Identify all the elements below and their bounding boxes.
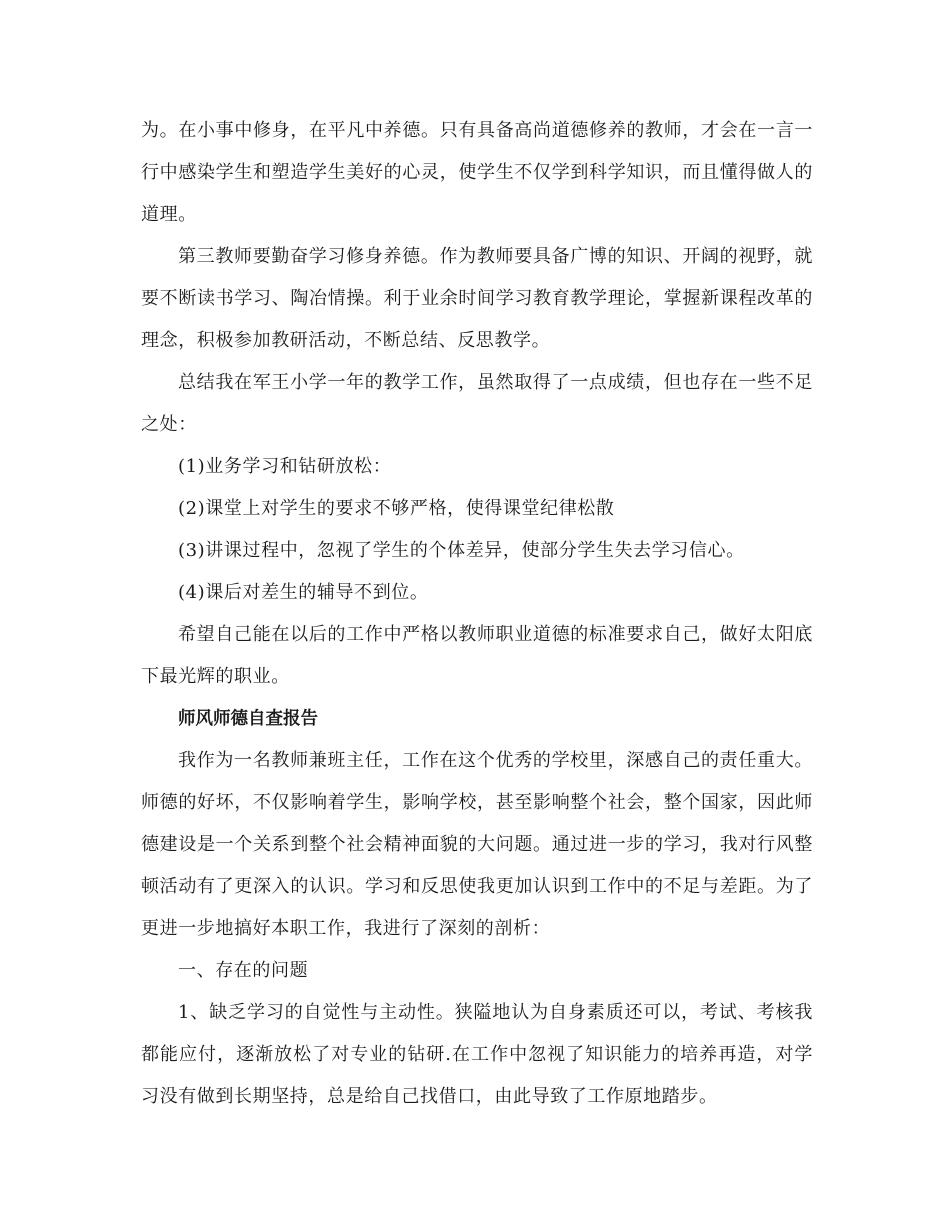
paragraph-intro: 我作为一名教师兼班主任，工作在这个优秀的学校里，深感自己的责任重大。师德的好坏，不仅影响着学生，影响学校，甚至影响整个社会，整个国家，因此师德建设是一个关系到整个社会精神面貌的大问题。通过进一步的学习，我对行风整顿活动有了更深入的认识。学习和反思使我更加认识到工作中的不足与差距。为了更进一步地搞好本职工作，我进行了深刻的剖析： xyxy=(141,750,813,939)
document-page xyxy=(141,110,813,1118)
paragraph-study: 第三教师要勤奋学习修身养德。作为教师要具备广博的知识、开阔的视野，就要不断读书学习、陶冶情操。利于业余时间学习教育教学理论，掌握新课程改革的理念，积极参加教研活动，不断总结、反思教学。 xyxy=(141,246,813,351)
shortcoming-item-1: (1)业务学习和钻研放松： xyxy=(178,456,392,477)
problem-item-1: 1、缺乏学习的自觉性与主动性。狭隘地认为自身素质还可以，考试、考核我都能应付，逐渐放松了对专业的钻研.在工作中忽视了知识能力的培养再造，对学习没有做到长期坚持，总是给自己找借口，由此导致了工作原地踏步。 xyxy=(141,1002,813,1107)
section-title: 师风师德自查报告 xyxy=(178,709,318,729)
subheading-problems: 一、存在的问题 xyxy=(178,960,309,981)
paragraph-summary: 总结我在军王小学一年的教学工作，虽然取得了一点成绩，但也存在一些不足之处： xyxy=(141,372,813,435)
paragraph-hope: 希望自己能在以后的工作中严格以教师职业道德的标准要求自己，做好太阳底下最光辉的职业。 xyxy=(141,624,813,687)
paragraph-continuation: 为。在小事中修身，在平凡中养德。只有具备高尚道德修养的教师，才会在一言一行中感染学生和塑造学生美好的心灵，使学生不仅学到科学知识，而且懂得做人的道理。 xyxy=(141,120,813,225)
shortcoming-item-4: (4)课后对差生的辅导不到位。 xyxy=(178,582,429,603)
shortcoming-item-2: (2)课堂上对学生的要求不够严格，使得课堂纪律松散 xyxy=(178,498,615,519)
shortcoming-item-3: (3)讲课过程中，忽视了学生的个体差异，使部分学生失去学习信心。 xyxy=(178,540,745,561)
